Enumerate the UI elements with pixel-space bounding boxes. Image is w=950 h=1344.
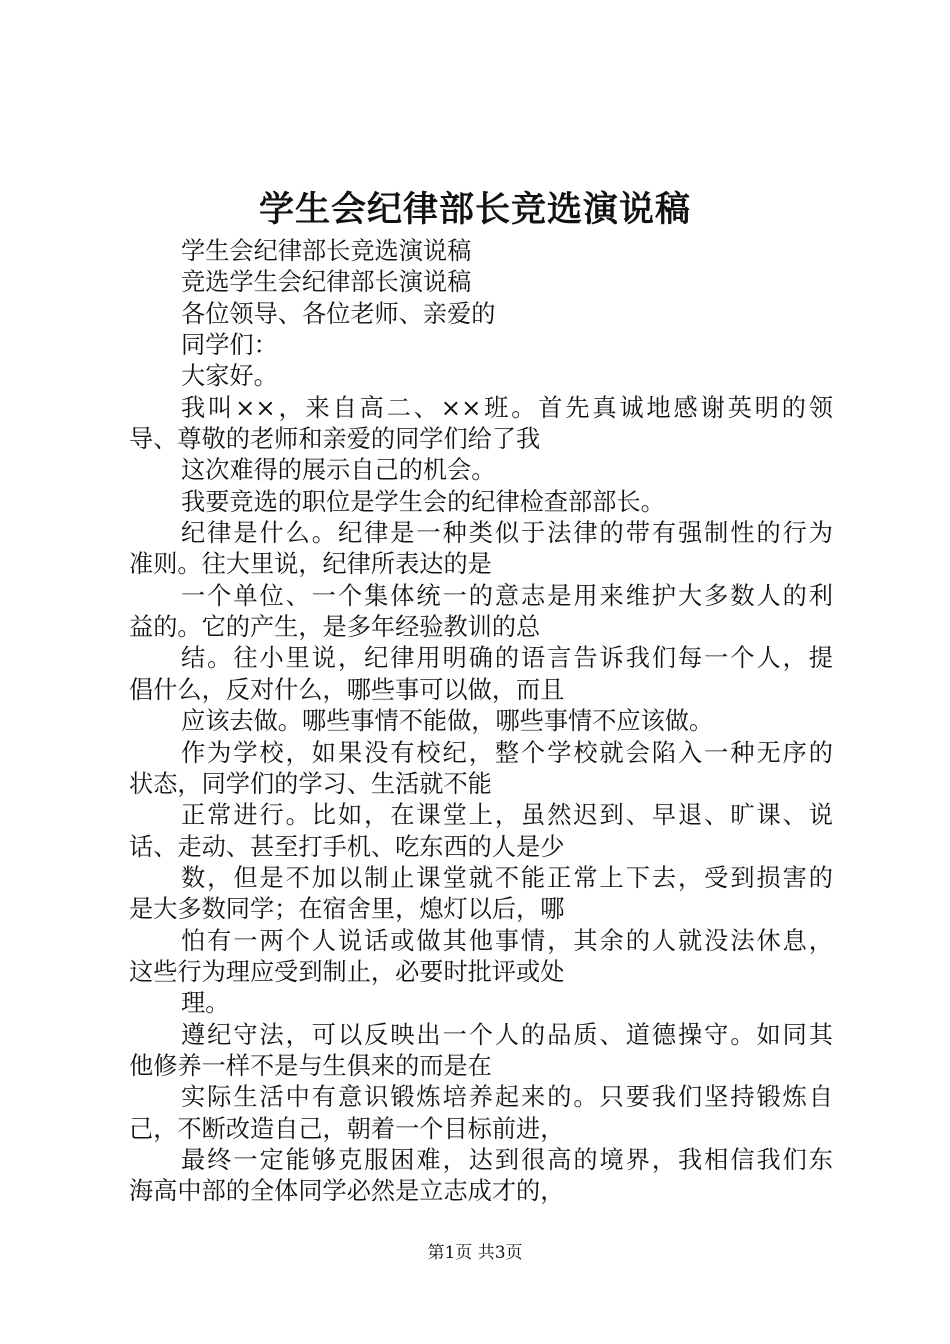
document-title: 学生会纪律部长竞选演说稿 <box>258 189 691 230</box>
text-line: 他修养一样不是与生俱来的而是在 <box>129 1051 492 1080</box>
text-line: 怕有一两个人说话或做其他事情，其余的人就没法休息， <box>181 926 833 955</box>
text-line: 一个单位、一个集体统一的意志是用来维护大多数人的利 <box>181 581 833 610</box>
document-body <box>129 236 833 1208</box>
text-line: 益的。它的产生，是多年经验教训的总 <box>129 613 541 642</box>
text-line: 结。往小里说，纪律用明确的语言告诉我们每一个人，提 <box>181 644 833 673</box>
text-line: 这些行为理应受到制止，必要时批评或处 <box>129 957 565 986</box>
text-line: 数，但是不加以制止课堂就不能正常上下去，受到损害的 <box>181 863 833 892</box>
text-line: 准则。往大里说，纪律所表达的是 <box>129 550 492 579</box>
text-line: 遵纪守法，可以反映出一个人的品质、道德操守。如同其 <box>181 1020 833 1049</box>
text-line: 海高中部的全体同学必然是立志成才的， <box>129 1177 565 1206</box>
text-line: 导、尊敬的老师和亲爱的同学们给了我 <box>129 425 541 454</box>
text-line: 话、走动、甚至打手机、吃东西的人是少 <box>129 832 565 861</box>
text-line: 理。 <box>181 989 230 1018</box>
text-line: 大家好。 <box>181 362 278 391</box>
text-line: 作为学校，如果没有校纪，整个学校就会陷入一种无序的 <box>181 738 833 767</box>
text-line: 我要竞选的职位是学生会的纪律检查部部长。 <box>181 487 665 516</box>
text-line: 各位领导、各位老师、亲爱的 <box>181 299 496 328</box>
text-line: 倡什么，反对什么，哪些事可以做，而且 <box>129 675 565 704</box>
text-line: 纪律是什么。纪律是一种类似于法律的带有强制性的行为 <box>181 519 833 548</box>
text-line: 同学们： <box>181 331 278 360</box>
text-line: 状态，同学们的学习、生活就不能 <box>129 769 492 798</box>
text-line: 实际生活中有意识锻炼培养起来的。只要我们坚持锻炼自 <box>181 1083 833 1112</box>
page-footer: 第1页 共3页 <box>427 1243 523 1263</box>
text-line: 应该去做。哪些事情不能做，哪些事情不应该做。 <box>181 707 714 736</box>
text-line: 己，不断改造自己，朝着一个目标前进， <box>129 1114 565 1143</box>
text-line: 学生会纪律部长竞选演说稿 <box>181 237 472 265</box>
text-line: 正常进行。比如，在课堂上，虽然迟到、早退、旷课、说 <box>181 801 833 830</box>
text-line: 竞选学生会纪律部长演说稿 <box>181 268 472 297</box>
text-line: 这次难得的展示自己的机会。 <box>181 456 496 485</box>
text-line: 我叫××，来自高二、××班。首先真诚地感谢英明的领 <box>181 393 833 422</box>
text-line: 是大多数同学；在宿舍里，熄灯以后，哪 <box>129 895 565 924</box>
text-line: 最终一定能够克服困难，达到很高的境界，我相信我们东 <box>181 1145 833 1174</box>
